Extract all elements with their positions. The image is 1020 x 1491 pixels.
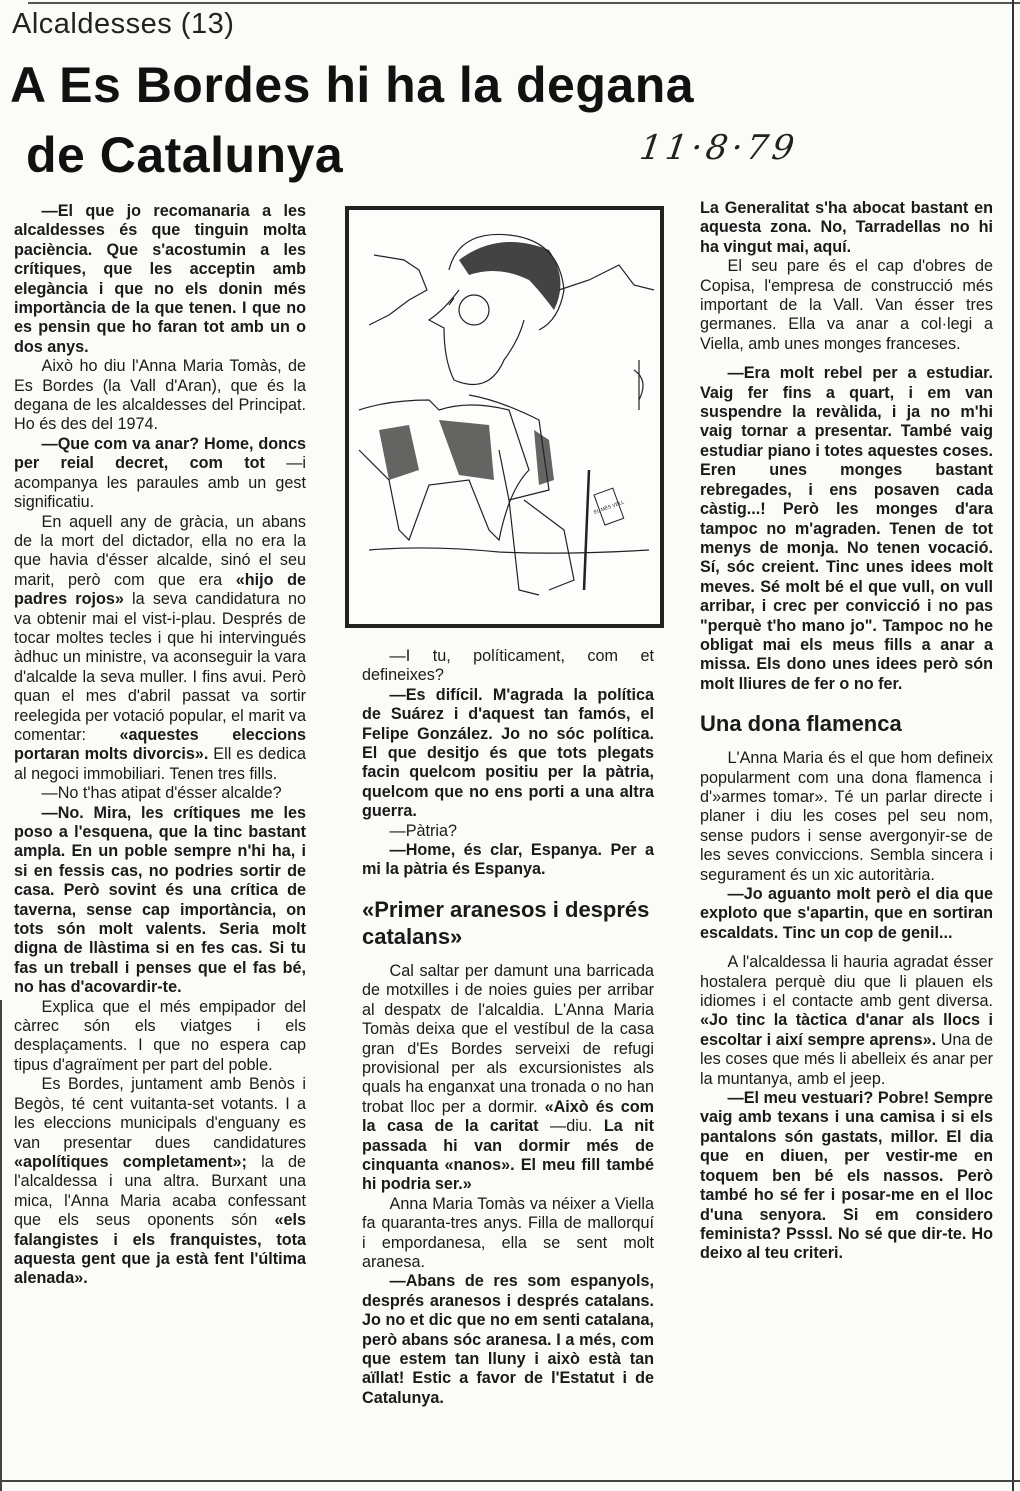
mountain-right: [559, 265, 654, 290]
paragraph: [700, 953, 993, 1089]
text: En aquell any de gràcia, un abans de la mort del dictador, ella no era la que havia d'ésser alcalde, sinó el seu marit, però com que era: [14, 512, 306, 589]
glasses-left: [459, 295, 489, 325]
quote-bold: —No. Mira, les crítiques me les poso a l'esquena, que la tinc bastant ampla. En un poble sempre n'hi ha, i si en fessis cas, no podries sortir de casa. Però sovint és una crítica de taverna, sense cap importància, on tots són molt valents. Seria molt digna de llàstima si en fes cas. Si tu fas un treball i penses que el fas bé, no has d'acovardir-te.: [14, 803, 306, 997]
quote-bold: —Home, és clar, Espanya. Per a mi la pàtria és Espanya.: [362, 841, 654, 879]
paragraph: [700, 199, 993, 257]
quote-bold: —El meu vestuari? Pobre! Sempre vaig amb texans i una camisa i si els pantalons són gastats, millor. El dia que en diuen, per vestir-me en toquem ben bé els nassos. Però també ho sé fer i posar-me en el lloc d'una senyora. Si em considero feminista? Psssl. No sé que dir-te. Ho deixo al teu criteri.: [700, 1089, 993, 1263]
top-rule: [28, 2, 1020, 4]
paragraph: [700, 364, 993, 694]
paragraph: [14, 435, 306, 513]
paragraph: Anna Maria Tomàs va néixer a Viella fa quaranta-tres anys. Filla de mallorquí i empordanesa, ella se sent molt aranesa.: [362, 1194, 654, 1271]
headline-line-2: de Catalunya: [26, 127, 344, 183]
quote-bold: «Jo tinc la tàctica d'anar als llocs i escoltar i així sempre aprens».: [700, 1011, 993, 1049]
subheading: Una dona flamenca: [700, 711, 902, 737]
paragraph: [14, 1075, 306, 1288]
quote-bold: —El que jo recomanaria a les alcaldesses és que tinguin molta paciència. Que s'acostumin a les crítiques, que les acceptin amb elegància i que no els donin més importància de la que tenen. I que no es pensin que ho faran tot amb un o dos anys.: [14, 202, 306, 356]
paragraph: —Pàtria?: [389, 821, 458, 840]
paragraph: —No t'has atipat d'ésser alcalde?: [41, 784, 282, 803]
quote-bold: —Jo aguanto molt però el dia que exploto que s'apartin, que en sortiran escaldats. Tinc un cop de genil...: [700, 885, 993, 942]
walking-stick: [584, 470, 589, 590]
paragraph: [362, 841, 654, 880]
quote-bold: «hijo de padres rojos»: [14, 570, 306, 609]
text: Cal saltar per damunt una barricada de motxilles i de noies guies per arribar al despatx de l'alcaldia. L'Anna Maria Tomàs deixa que el vestíbul de la casa gran d'Es Bordes serveixi de refugi provisional per als excursionistes als quals ha enganxat una tronada o no han trobat lloc per a dormir.: [362, 961, 654, 1116]
legs: [509, 500, 574, 595]
paragraph: [362, 962, 654, 1195]
quote-bold: «Això és com la casa de la caritat: [362, 1097, 654, 1136]
text: Una de les coses que més li abelleix és anar per la muntanya, amb el jeep.: [700, 1030, 994, 1088]
paragraph: [14, 804, 306, 998]
subheading: «Primer aranesos i després catalans»: [362, 896, 650, 949]
quote-bold: La Generalitat s'ha abocat bastant en aquesta zona. No, Tarradellas no hi ha vingut mai, aquí.: [700, 199, 993, 256]
paragraph: [362, 1272, 654, 1408]
paragraph: Explica que el més empipador del càrrec són els viatges i els desplaçaments. I que no espera cap tipus d'agraïment per part del poble.: [14, 997, 306, 1074]
paragraph: El seu pare és el cap d'obres de Copisa, l'empresa de construcció més important de la Vall. Van ésser tres germanes. Ella va anar a col·legi a Viella, amb unes monges franceses.: [700, 257, 993, 353]
bottom-rule: [0, 1480, 1020, 1482]
headline-line-1: A Es Bordes hi ha la degana: [10, 57, 695, 113]
quote-bold: —Es difícil. M'agrada la política de Suárez i d'aquest tan famós, el Felipe González. Jo no sóc política. El que desitjo és que tots plegats facin quelcom positiu per la pàtria, quelcom que no ens porti a una altra guerra.: [362, 685, 654, 821]
article-column-3: [700, 199, 993, 1264]
text: Es Bordes, juntament amb Benòs i Begòs, té cent vuitanta-set votants. I a les eleccions municipals d'enguany es van presentar dues candidatures: [14, 1075, 306, 1152]
caricature-drawing: [349, 210, 660, 624]
quote-bold: La nit passada hi van dormir més de cinquanta «nanos». El meu fill també hi podria ser.»: [362, 1117, 654, 1194]
cow-hatching: [379, 420, 554, 485]
paragraph: [14, 513, 306, 785]
left-rule: [0, 1000, 2, 1491]
spacer: [700, 354, 993, 364]
stick-tag-text: EL MÉS VELL: [593, 499, 626, 516]
caricature-illustration: [345, 206, 664, 628]
paragraph: —I tu, políticament, com et defineixes?: [362, 647, 654, 685]
face: [429, 290, 524, 385]
paragraph: Això ho diu l'Anna Maria Tomàs, de Es Bordes (la Vall d'Aran), que és la degana de les alcaldesses del Principat. Ho és des del 1974.: [14, 357, 306, 434]
article-column-2: [362, 647, 654, 1408]
right-column-rule: [1012, 0, 1014, 1491]
article-column-1: [14, 202, 306, 1289]
quote-bold: «apolítiques completament»;: [14, 1152, 247, 1171]
text: la de l'alcaldessa i una altra. Burxant una mica, l'Anna Maria acaba confessant que els seus oponents són: [14, 1152, 307, 1230]
quote-bold: —Era molt rebel per a estudiar. Vaig fer fins a quart, i em van suspendre la revàlida, i ja no m'hi vaig tornar a presentar. També vaig estudiar piano i totes aquestes coses. Eren unes monges bastant rebregades, i ens posaven cada càstig...! Però les monges d'ara tampoc no m'agraden. Tenen de tot menys de monja. No tenen vocació. Sí, sóc creient. Tinc unes idees molt meves. Sé molt bé el que vull, on vull arribar, i crec per convicció i no pas "perquè t'ho mano jo". Tampoc no he obligat mai els meus fills a anar a missa. Els dono unes idees però són molt lliures de fer o no fer.: [700, 364, 993, 693]
signature: [634, 360, 643, 410]
series-kicker: Alcaldesses (13): [12, 8, 235, 40]
paragraph: [362, 686, 654, 822]
paragraph: [14, 202, 306, 357]
mountain-left: [369, 255, 427, 325]
text: Ell es dedica al negoci immobiliari. Tenen tres fills.: [14, 745, 307, 783]
quote-bold: —Abans de res som espanyols, després aranesos i després catalans. Jo no et dic que no em senti catalana, però abans sóc aranesa. I a més, com que estem tan lluny i això està tan aïllat! Estic a favor de l'Estatut i de Catalunya.: [362, 1272, 654, 1407]
headline: [10, 50, 694, 190]
quote-bold: «els falangistes i els franquistes, tota aquesta gent que ja està fent l'última alenada».: [14, 1211, 306, 1288]
paragraph: L'Anna Maria és el que hom defineix popularment com una dona flamenca i d'»armes tomar». Té un parlar directe i planer i diu les coses pel seu nom, sense pudors i sense avergonyir-se de les seves conviccions. Sembla sincera i segurament és un xic autoritària.: [700, 749, 993, 884]
quote-bold: —Que com va anar? Home, doncs per reial decret, com tot: [14, 434, 306, 473]
handwritten-date: 11·8·79: [637, 128, 801, 168]
text: —diu.: [538, 1117, 604, 1136]
ground: [369, 548, 649, 553]
text: —i acompanya les paraules amb un gest significatiu.: [14, 454, 306, 512]
text: la seva candidatura no va obtenir mai el vist-i-plau. Després de tocar moltes tecles i que hi intervingués àdhuc un ministre, va aconseguir la vara d'alcalde la seva muller. I fins avui. Però quan el mes d'abril passat va sortir reelegida per votació popular, el marit va comentar:: [14, 590, 306, 744]
text: A l'alcaldessa li hauria agradat ésser hostalera perquè diu que li plauen els idiomes i el contacte amb gent diversa.: [700, 953, 993, 1011]
paragraph: [700, 885, 993, 943]
quote-bold: «aquestes eleccions portaran molts divorcis».: [14, 725, 306, 764]
spacer: [700, 943, 993, 953]
hair-fill: [459, 242, 560, 310]
paragraph: [700, 1089, 993, 1264]
